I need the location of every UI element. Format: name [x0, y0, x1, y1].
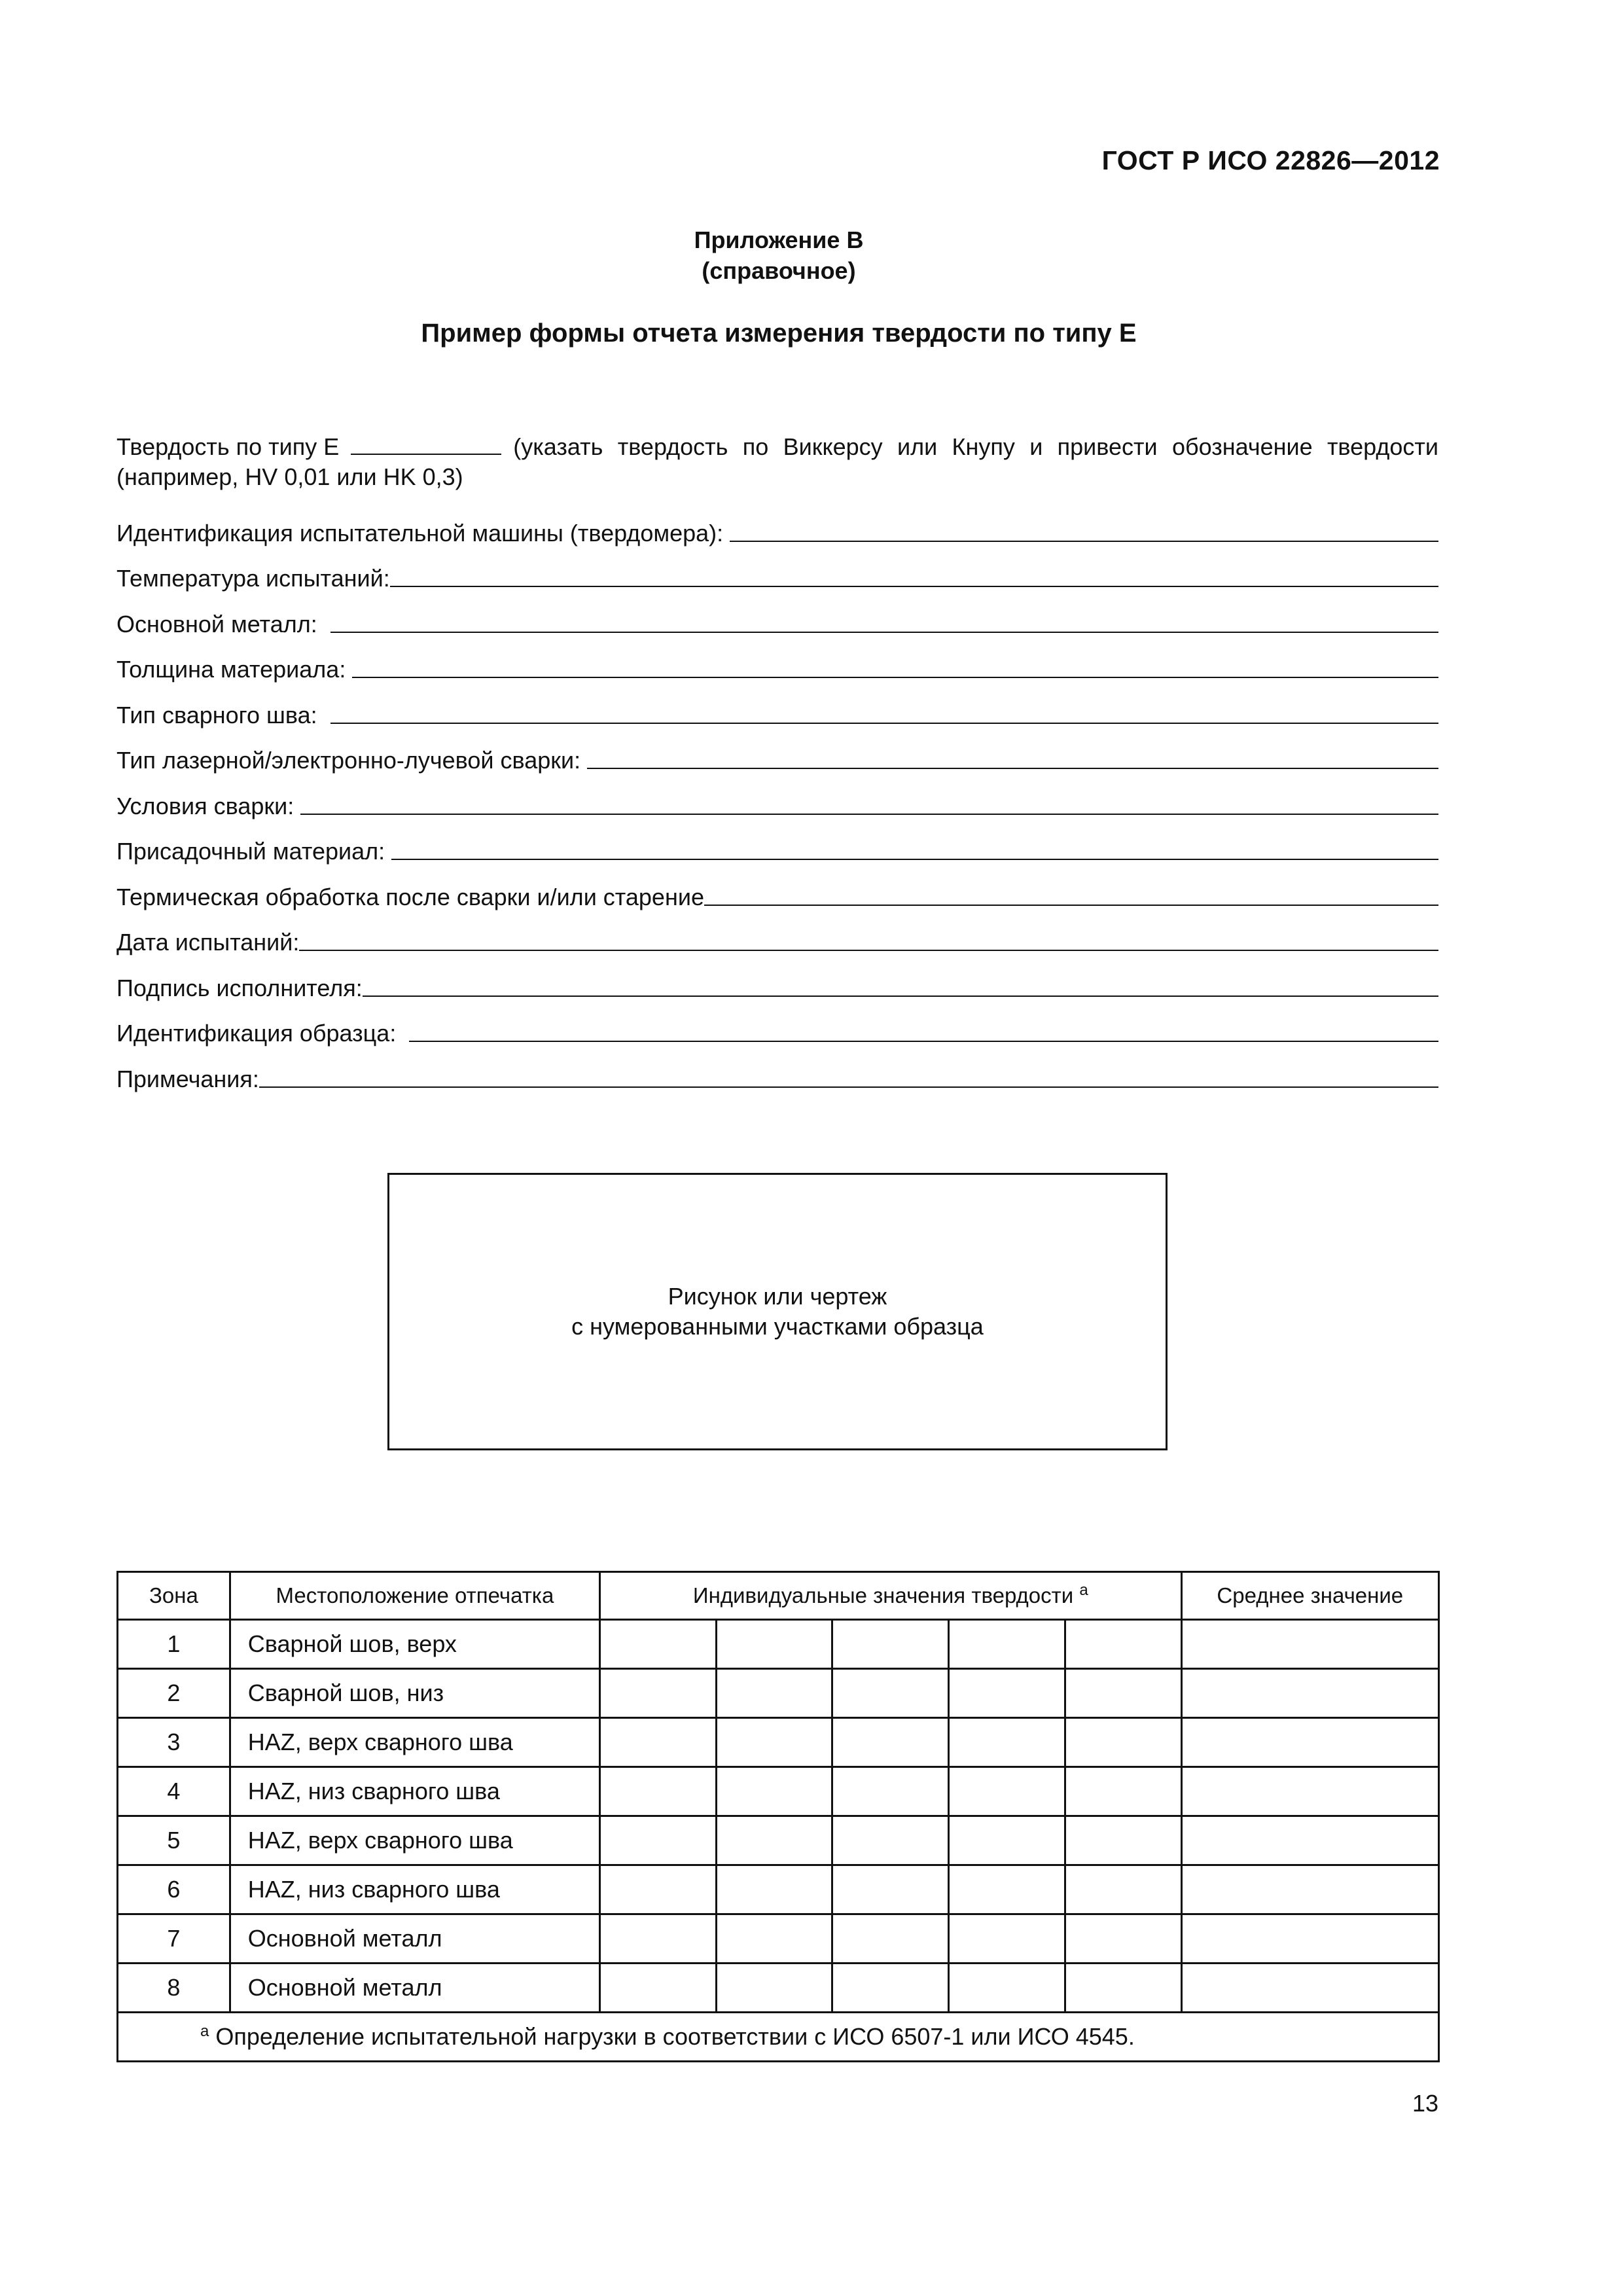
- cell-average-value[interactable]: [1181, 1865, 1438, 1914]
- field-test-temperature[interactable]: [116, 550, 1438, 596]
- table-row: [118, 1964, 1439, 2013]
- field-blank-line[interactable]: [300, 794, 1438, 815]
- table-row: [118, 1669, 1439, 1718]
- field-label: Дата испытаний:: [116, 929, 300, 956]
- table-footnote: [118, 2013, 1439, 2062]
- footnote-text: Определение испытательной нагрузки в соответствии с ИСО 6507-1 или ИСО 4545.: [215, 2023, 1135, 2050]
- cell-hardness-value[interactable]: [600, 1767, 717, 1816]
- cell-zone: 7: [118, 1914, 230, 1964]
- report-fields: [116, 504, 1438, 1096]
- field-filler-material[interactable]: [116, 823, 1438, 869]
- cell-hardness-value[interactable]: [832, 1816, 949, 1865]
- cell-hardness-value[interactable]: [949, 1914, 1065, 1964]
- cell-location: Основной металл: [230, 1914, 599, 1964]
- document-number: ГОСТ Р ИСО 22826—2012: [1101, 145, 1440, 175]
- cell-hardness-value[interactable]: [949, 1620, 1065, 1669]
- cell-average-value[interactable]: [1181, 1718, 1438, 1767]
- cell-zone: 2: [118, 1669, 230, 1718]
- field-blank-line[interactable]: [391, 839, 1438, 860]
- field-label: Присадочный материал:: [116, 838, 392, 865]
- cell-zone: 4: [118, 1767, 230, 1816]
- cell-hardness-value[interactable]: [716, 1914, 832, 1964]
- cell-hardness-value[interactable]: [832, 1620, 949, 1669]
- cell-hardness-value[interactable]: [1065, 1865, 1181, 1914]
- table-footnote-row: [118, 2013, 1439, 2062]
- cell-zone: 1: [118, 1620, 230, 1669]
- field-specimen-id[interactable]: [116, 1005, 1438, 1050]
- field-label: Толщина материала:: [116, 656, 353, 683]
- cell-hardness-value[interactable]: [832, 1718, 949, 1767]
- field-label: Условия сварки:: [116, 792, 301, 819]
- field-label: Тип лазерной/электронно-лучевой сварки:: [116, 747, 588, 774]
- cell-hardness-value[interactable]: [600, 1865, 717, 1914]
- field-welding-conditions[interactable]: [116, 777, 1438, 823]
- hardness-results-table: [116, 1571, 1440, 2062]
- field-machine-id[interactable]: [116, 504, 1438, 550]
- cell-hardness-value[interactable]: [1065, 1816, 1181, 1865]
- cell-hardness-value[interactable]: [832, 1669, 949, 1718]
- cell-location: HAZ, низ сварного шва: [230, 1865, 599, 1914]
- table-row: [118, 1620, 1439, 1669]
- field-label: Температура испытаний:: [116, 565, 390, 592]
- cell-hardness-value[interactable]: [949, 1964, 1065, 2013]
- cell-hardness-value[interactable]: [949, 1669, 1065, 1718]
- cell-hardness-value[interactable]: [716, 1718, 832, 1767]
- hardness-type-intro: [116, 432, 1438, 492]
- cell-hardness-value[interactable]: [832, 1914, 949, 1964]
- cell-hardness-value[interactable]: [1065, 1718, 1181, 1767]
- cell-hardness-value[interactable]: [1065, 1914, 1181, 1964]
- field-blank-line[interactable]: [704, 885, 1438, 906]
- field-material-thickness[interactable]: [116, 641, 1438, 687]
- cell-zone: 6: [118, 1865, 230, 1914]
- field-label: Термическая обработка после сварки и/или старение: [116, 883, 704, 910]
- cell-average-value[interactable]: [1181, 1964, 1438, 2013]
- header-individual-label: Индивидуальные значения твердости: [692, 1583, 1074, 1607]
- field-label: Тип сварного шва:: [116, 701, 330, 728]
- field-blank-line[interactable]: [259, 1067, 1438, 1088]
- cell-hardness-value[interactable]: [716, 1620, 832, 1669]
- cell-zone: 5: [118, 1816, 230, 1865]
- header-location: Местоположение отпечатка: [230, 1572, 599, 1620]
- cell-location: HAZ, низ сварного шва: [230, 1767, 599, 1816]
- cell-hardness-value[interactable]: [949, 1767, 1065, 1816]
- figure-placeholder-box: [387, 1173, 1168, 1450]
- field-blank-line[interactable]: [299, 930, 1438, 951]
- field-operator-signature[interactable]: [116, 959, 1438, 1005]
- cell-average-value[interactable]: [1181, 1767, 1438, 1816]
- table-row: [118, 1767, 1439, 1816]
- cell-hardness-value[interactable]: [949, 1816, 1065, 1865]
- hardness-type-label: Твердость по типу Е: [116, 433, 340, 460]
- field-label: Идентификация образца:: [116, 1020, 410, 1047]
- field-blank-line[interactable]: [587, 748, 1438, 769]
- cell-hardness-value[interactable]: [832, 1767, 949, 1816]
- field-notes[interactable]: [116, 1050, 1438, 1096]
- field-label: Примечания:: [116, 1065, 259, 1092]
- hardness-type-example: (например, HV 0,01 или HK 0,3): [116, 463, 463, 490]
- field-weld-type[interactable]: [116, 686, 1438, 732]
- table-row: [118, 1816, 1439, 1865]
- hardness-type-instruction: (указать твердость по Виккерсу или Кнупу и привести обозначение твердости: [513, 433, 1438, 460]
- cell-location: HAZ, верх сварного шва: [230, 1718, 599, 1767]
- cell-location: Сварной шов, низ: [230, 1669, 599, 1718]
- cell-zone: 8: [118, 1964, 230, 2013]
- appendix-title: Приложение В: [694, 226, 864, 253]
- cell-hardness-value[interactable]: [1065, 1767, 1181, 1816]
- cell-hardness-value[interactable]: [832, 1865, 949, 1914]
- cell-hardness-value[interactable]: [600, 1718, 717, 1767]
- hardness-type-blank[interactable]: [351, 434, 501, 455]
- table-header-row: [118, 1572, 1439, 1620]
- field-blank-line[interactable]: [363, 976, 1438, 997]
- cell-hardness-value[interactable]: [716, 1767, 832, 1816]
- footnote-mark: а: [200, 2022, 209, 2040]
- field-test-date[interactable]: [116, 914, 1438, 960]
- header-zone: Зона: [118, 1572, 230, 1620]
- cell-average-value[interactable]: [1181, 1620, 1438, 1669]
- cell-hardness-value[interactable]: [1065, 1669, 1181, 1718]
- field-blank-line[interactable]: [390, 566, 1438, 587]
- figure-placeholder-line1: Рисунок или чертеж: [668, 1283, 887, 1310]
- field-label: Идентификация испытательной машины (твердомера):: [116, 519, 730, 547]
- header-individual-values: [600, 1572, 1182, 1620]
- cell-hardness-value[interactable]: [1065, 1620, 1181, 1669]
- cell-hardness-value[interactable]: [600, 1620, 717, 1669]
- cell-location: Основной металл: [230, 1964, 599, 2013]
- table-row: [118, 1914, 1439, 1964]
- field-label: Основной металл:: [116, 610, 330, 637]
- cell-hardness-value[interactable]: [1065, 1964, 1181, 2013]
- page-number: 13: [1412, 2090, 1438, 2117]
- cell-hardness-value[interactable]: [716, 1816, 832, 1865]
- cell-hardness-value[interactable]: [716, 1865, 832, 1914]
- cell-hardness-value[interactable]: [600, 1669, 717, 1718]
- figure-placeholder-line2: с нумерованными участками образца: [571, 1313, 984, 1340]
- table-row: [118, 1718, 1439, 1767]
- cell-hardness-value[interactable]: [600, 1914, 717, 1964]
- cell-hardness-value[interactable]: [949, 1865, 1065, 1914]
- cell-location: Сварной шов, верх: [230, 1620, 599, 1669]
- cell-average-value[interactable]: [1181, 1816, 1438, 1865]
- header-average: Среднее значение: [1181, 1572, 1438, 1620]
- cell-average-value[interactable]: [1181, 1669, 1438, 1718]
- cell-location: HAZ, верх сварного шва: [230, 1816, 599, 1865]
- field-blank-line[interactable]: [730, 521, 1438, 542]
- field-blank-line[interactable]: [330, 703, 1438, 724]
- appendix-heading: Пример формы отчета измерения твердости по типу Е: [421, 319, 1137, 348]
- cell-hardness-value[interactable]: [716, 1669, 832, 1718]
- cell-hardness-value[interactable]: [600, 1964, 717, 2013]
- field-blank-line[interactable]: [352, 657, 1438, 678]
- header-footnote-mark: а: [1079, 1581, 1088, 1599]
- field-post-weld-heat-treatment[interactable]: [116, 868, 1438, 914]
- field-blank-line[interactable]: [330, 612, 1438, 633]
- table-row: [118, 1865, 1439, 1914]
- field-base-metal[interactable]: [116, 595, 1438, 641]
- cell-hardness-value[interactable]: [949, 1718, 1065, 1767]
- field-label: Подпись исполнителя:: [116, 974, 363, 1001]
- cell-average-value[interactable]: [1181, 1914, 1438, 1964]
- cell-hardness-value[interactable]: [716, 1964, 832, 2013]
- field-beam-welding-type[interactable]: [116, 732, 1438, 778]
- appendix-status: (справочное): [702, 257, 856, 284]
- field-blank-line[interactable]: [409, 1021, 1438, 1042]
- cell-hardness-value[interactable]: [832, 1964, 949, 2013]
- cell-zone: 3: [118, 1718, 230, 1767]
- cell-hardness-value[interactable]: [600, 1816, 717, 1865]
